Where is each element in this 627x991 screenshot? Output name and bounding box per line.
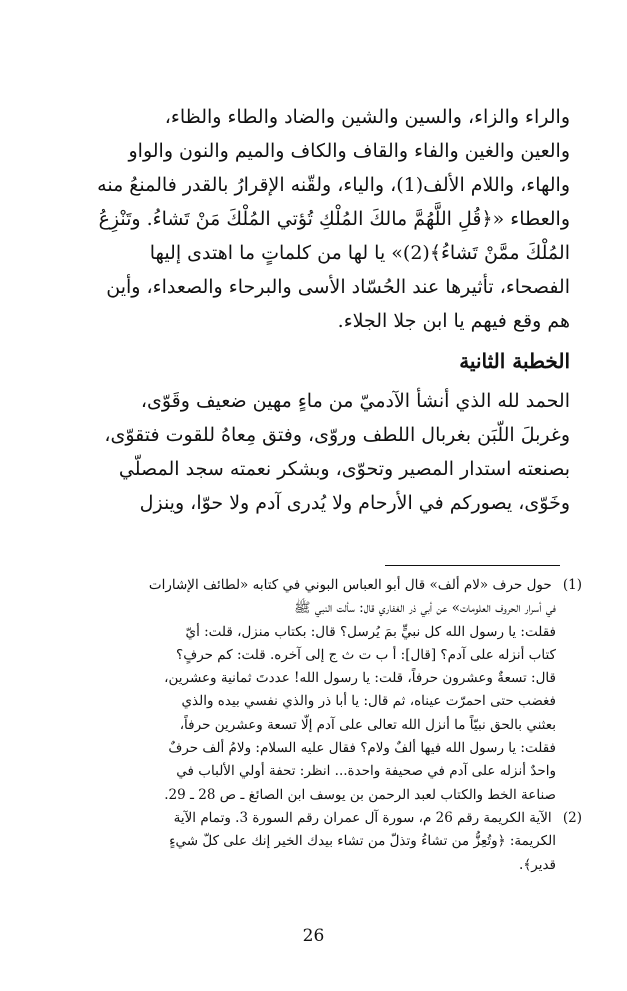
footnote-line: كتاب أنزله على آدم؟ [قال]: أ ب ت ث ج إلى آخره. قلت: كم حرفٍ؟ (176, 646, 556, 663)
footnotes (50, 574, 582, 877)
main-text (60, 100, 570, 520)
text-line: الحمد لله الذي أنشأ الآدميّ من ماءٍ مهين ضعيف وقَوّى، (140, 390, 570, 412)
page-number: 26 (302, 926, 325, 946)
footnote-line: بعثني بالحق نبيّاً ما أنزل الله تعالى على آدم إلّا تسعة وعشرين حرفاً، (179, 716, 556, 733)
text-line: وخَوّى، يصوركم في الأرحام ولا يُدرى آدم ولا حوّا، وينزل (139, 492, 570, 514)
text-line: المُلْكَ ممَّنْ تَشاءُ﴾(2)» يا لها من كلماتٍ ما اهتدى إليها (149, 242, 570, 264)
footnote-line: قال: تسعةٌ وعشرون حرفاً، قلت: يا رسول الله! عددتَ ثمانية وعشرين، (164, 670, 556, 687)
text-line: بصنعته استدار المصير وتحوّى، وبشكر نعمته سجد المصلّي (118, 458, 570, 480)
footnote-line: في أسرار الحروف العلومات» عن أبي ذر الغفاري قال: سألت النبي ﷺ (294, 600, 556, 617)
footnote-line: فغضب حتى احمرّت عيناه، ثم قال: يا أبا ذر والذي نفسي بيده والذي (181, 693, 556, 710)
text-line: الفصحاء، تأثيرها عند الحُسّاد الأسى والبرحاء والصعداء، وأين (106, 276, 570, 298)
footnote-number: (2) (562, 809, 582, 826)
footnote-line: واحدٌ أنزله على آدم في صحيفة واحدة... انظر: تحفة أولي الألباب في (176, 763, 556, 780)
section-heading: الخطبة الثانية (459, 349, 570, 373)
footnote-number: (1) (562, 577, 582, 593)
text-line: والهاء، واللام الألف(1)، والياء، ولقّنه الإقرارُ بالقدر فالمنعُ منه (97, 174, 570, 196)
footnote-line: صناعة الخط والكتاب لعبد الرحمن بن يوسف ابن الصائغ ـ ص 28 ـ 29. (164, 786, 556, 803)
footnote-line: فقلت: يا رسول الله كل نبيٍّ بمَ يُرسل؟ قال: بكتاب منزل، قلت: أيّ (185, 623, 556, 640)
text-line: والعين والغين والفاء والقاف والكاف والميم والنون والواو (128, 140, 570, 162)
footnote-line: فقلت: يا رسول الله فيها ألفٌ ولام؟ فقال عليه السلام: ولامُ ألف حرفٌ (168, 740, 556, 757)
text-line: والعطاء «﴿قُلِ اللَّهُمَّ مالكَ المُلْكِ تُؤتي المُلْكَ مَنْ تَشاءُ. وتَنْزِعُ (98, 208, 570, 230)
footnote-line: (1) حول حرف «لام ألف» قال أبو العباس البوني في كتابه «لطائف الإشارات (50, 574, 582, 597)
text-line: والراء والزاء، والسين والشين والضاد والطاء والظاء، (164, 106, 570, 128)
footnote-line: الكريمة: ﴿وتُعِزُّ من تشاءُ وتذلّ من تشاء بيدك الخير إنك على كلّ شيءٍ (169, 833, 556, 850)
footnote-separator (385, 565, 560, 566)
text-line: وغربلَ اللّبَن بغربال اللطف وروّى، وفتق مِعاهُ للقوت فتقوّى، (104, 424, 570, 446)
text-line: هم وقع فيهم يا ابن جلا الجلاء. (337, 310, 570, 332)
footnote-line: (2) الآية الكريمة رقم 26 م، سورة آل عمران رقم السورة 3. وتمام الآية (50, 807, 582, 830)
footnote-line: قدير﴾. (519, 856, 556, 873)
